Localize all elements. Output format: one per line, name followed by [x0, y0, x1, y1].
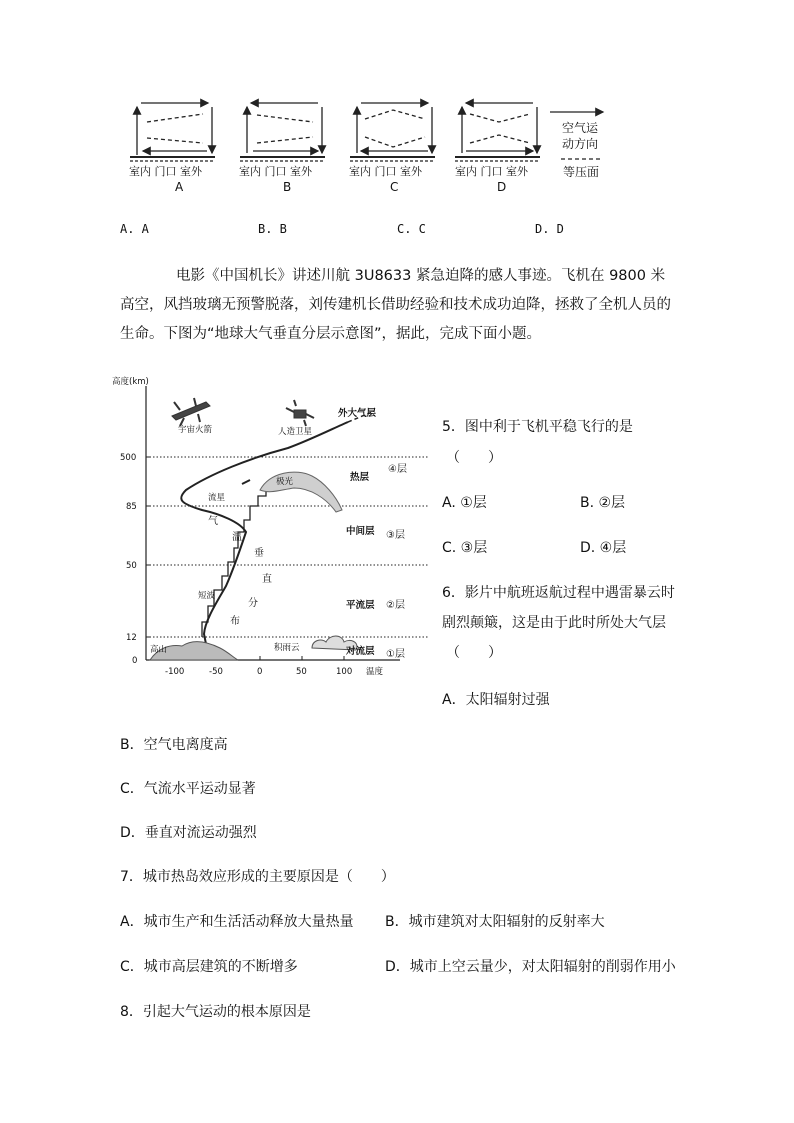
q5-option-b: B. ②层 [580, 495, 626, 511]
q4-option-c: C. C [397, 222, 426, 236]
air-circulation-figures [125, 95, 615, 200]
meteor-shape [242, 480, 250, 484]
curve-char-1: 气 [208, 516, 218, 527]
q5-stem: 5．图中利于飞机平稳飞行的是 [442, 419, 633, 435]
x-tick-100: 100 [336, 667, 353, 677]
legend-air-motion-2: 动方向 [562, 137, 599, 151]
figure-label-b: B [283, 180, 292, 194]
figure-label-d: D [497, 180, 507, 194]
figure-b [240, 103, 325, 161]
label-aurora: 极光 [276, 477, 294, 487]
q7-option-b: B．城市建筑对太阳辐射的反射率大 [385, 914, 605, 930]
satellite-icon [286, 400, 314, 426]
layer-name-stratosphere: 平流层 [346, 600, 375, 611]
layer-name-mesosphere: 中间层 [346, 526, 375, 537]
label-rocket: 宇宙火箭 [178, 425, 213, 435]
y-tick-50: 50 [126, 561, 137, 571]
y-tick-500: 500 [120, 453, 137, 463]
label-mountain: 高山 [150, 645, 168, 655]
layer-num-2: ②层 [386, 600, 405, 611]
q4-option-b: B. B [258, 222, 287, 236]
ground-labels-d: 室内 门口 室外 [455, 165, 528, 178]
figure-label-c: C [390, 180, 399, 194]
intro-paragraph: 电影《中国机长》讲述川航 3U8633 紧急迫降的感人事迹。飞机在 9800 米高空，风挡玻璃无预警脱落，刘传建机长借助经验和技术成功迫降，拯救了全机人员的生命。下图为“地球大气垂直分层示意图”，据此，完成下面小题。 [120, 268, 671, 342]
label-satellite: 人造卫星 [278, 427, 313, 437]
atmosphere-chart [110, 372, 430, 682]
rocket-icon [172, 398, 210, 426]
q6-stem-line-1: 6．影片中航班返航过程中遇雷暴云时 [442, 585, 675, 601]
temperature-curve [181, 422, 348, 660]
layer-name-thermosphere: 热层 [350, 472, 370, 483]
figure-c [350, 103, 435, 161]
layer-name-exosphere: 外大气层 [338, 408, 377, 419]
figure-label-a: A [175, 180, 184, 194]
curve-char-5: 分 [248, 598, 258, 609]
q5-option-c: C. ③层 [442, 540, 488, 556]
y-tick-85: 85 [126, 502, 137, 512]
q4-option-a: A. A [120, 222, 149, 236]
x-axis-label: 温度 [366, 667, 384, 677]
layer-num-3: ③层 [386, 530, 405, 541]
q5-paren: （ ） [446, 450, 502, 466]
layer-name-troposphere: 对流层 [346, 646, 375, 657]
q7-option-c: C．城市高层建筑的不断增多 [120, 959, 298, 975]
curve-char-3: 垂 [254, 548, 264, 559]
curve-char-6: 布 [230, 616, 240, 627]
legend-air-motion-1: 空气运 [562, 121, 599, 135]
q6-option-b: B．空气电离度高 [120, 737, 228, 753]
q6-option-d: D．垂直对流运动强烈 [120, 825, 257, 841]
y-axis-label: 高度(km) [112, 377, 149, 387]
ground-labels-c: 室内 门口 室外 [349, 165, 422, 178]
label-shortwave: 短波 [198, 591, 216, 601]
figure-a [130, 103, 215, 161]
q6-paren: （ ） [446, 645, 502, 661]
q5-option-d: D. ④层 [580, 540, 627, 556]
q7-stem: 7．城市热岛效应形成的主要原因是（ ） [120, 869, 395, 885]
shortwave-line [202, 482, 276, 637]
x-tick-neg50: -50 [209, 667, 223, 677]
label-meteor: 流星 [208, 493, 226, 503]
q6-option-a: A．太阳辐射过强 [442, 692, 550, 708]
figure-d [455, 103, 540, 161]
curve-char-4: 直 [262, 574, 272, 585]
layer-num-1: ①层 [386, 649, 405, 660]
x-tick-0: 0 [257, 667, 263, 677]
q5-option-a: A. ①层 [442, 495, 487, 511]
y-tick-12: 12 [126, 633, 137, 643]
x-tick-neg100: -100 [165, 667, 185, 677]
q7-option-d: D．城市上空云量少，对太阳辐射的削弱作用小 [385, 959, 676, 975]
q8-stem: 8．引起大气运动的根本原因是 [120, 1004, 311, 1020]
ground-labels-b: 室内 门口 室外 [239, 165, 312, 178]
q4-option-d: D. D [535, 222, 564, 236]
label-cloud: 积雨云 [274, 643, 300, 653]
legend-isobar: 等压面 [563, 165, 600, 179]
q6-stem-line-2: 剧烈颠簸，这是由于此时所处大气层 [442, 615, 666, 631]
curve-char-2: 温 [232, 532, 242, 543]
x-tick-50: 50 [296, 667, 307, 677]
y-tick-0: 0 [132, 656, 138, 666]
q7-option-a: A．城市生产和生活活动释放大量热量 [120, 914, 354, 930]
q6-option-c: C．气流水平运动显著 [120, 781, 256, 797]
ground-labels-a: 室内 门口 室外 [129, 165, 202, 178]
layer-num-4: ④层 [388, 464, 407, 475]
